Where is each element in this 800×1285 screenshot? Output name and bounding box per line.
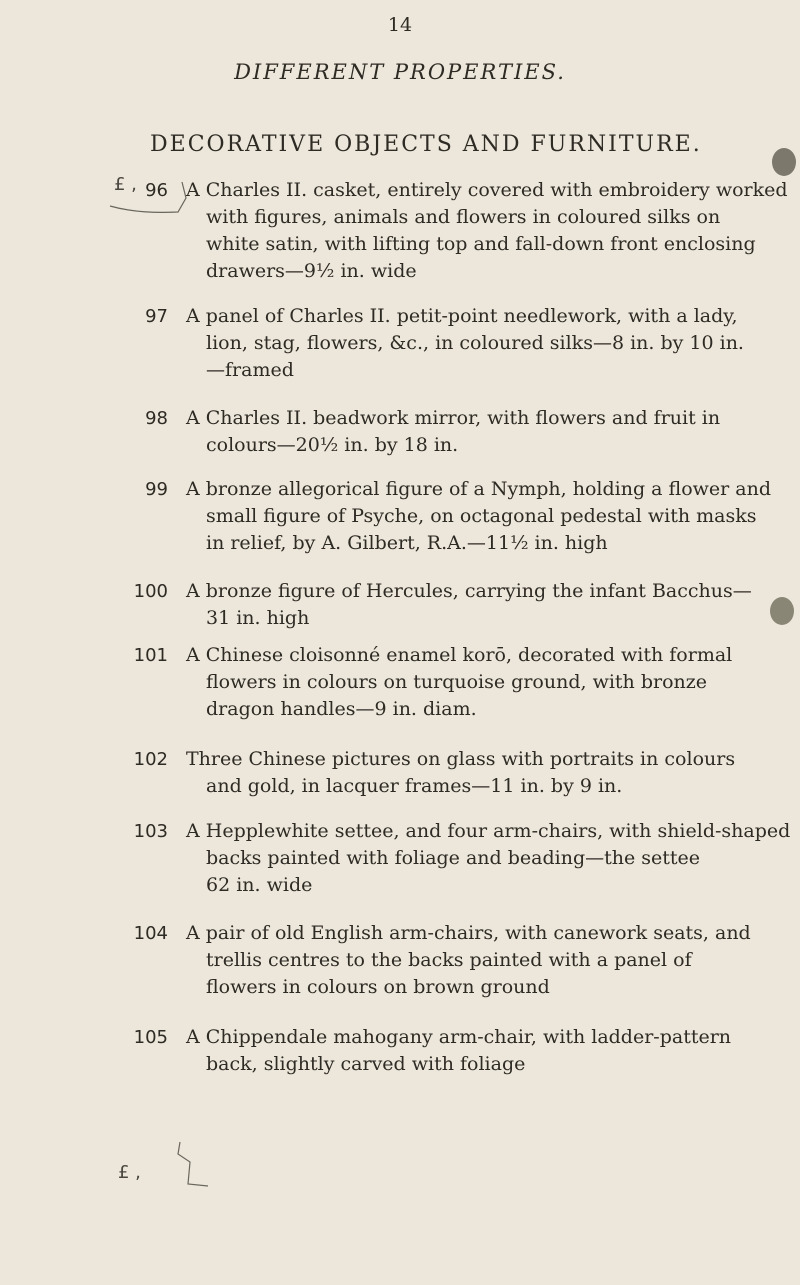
lot-line: lion, stag, flowers, &c., in coloured silks—8 in. by 10 in. [206, 332, 744, 354]
lot-line: A Charles II. beadwork mirror, with flowers and fruit in [186, 407, 721, 429]
lot-line: A pair of old English arm-chairs, with canework seats, and [186, 922, 751, 944]
running-header: DIFFERENT PROPERTIES. [234, 60, 566, 84]
lot-description [186, 476, 771, 557]
lot-description [186, 1024, 756, 1078]
paper-stain [772, 148, 796, 176]
lot-line: in relief, by A. Gilbert, R.A.—11½ in. high [206, 532, 608, 554]
lot-description [186, 405, 756, 459]
lot-description [186, 746, 756, 800]
lot-line: flowers in colours on turquoise ground, with bronze [206, 671, 707, 693]
lot-line: backs painted with foliage and beading—the settee [206, 847, 701, 869]
lot-description [186, 578, 756, 632]
lot-number: 99 [145, 479, 168, 500]
lot-description [186, 177, 788, 285]
lot-line: —framed [206, 359, 294, 381]
lot-line: A panel of Charles II. petit-point needlework, with a lady, [186, 305, 738, 327]
lot-number: 105 [133, 1027, 168, 1048]
lot-number: 102 [133, 749, 168, 770]
pencil-annotation: £ , [114, 174, 137, 195]
lot-line: white satin, with lifting top and fall-down front enclosing [206, 233, 756, 255]
lot-line: small figure of Psyche, on octagonal pedestal with masks [206, 505, 757, 527]
lot-description [186, 303, 756, 384]
lot-line: back, slightly carved with foliage [206, 1053, 526, 1075]
lot-line: drawers—9½ in. wide [206, 260, 417, 282]
lot-number: 103 [133, 821, 168, 842]
pencil-bracket [150, 1140, 210, 1190]
lot-line: trellis centres to the backs painted with a panel of [206, 949, 692, 971]
lot-line: A Chippendale mahogany arm-chair, with ladder-pattern [186, 1026, 732, 1048]
lot-description [186, 642, 756, 723]
lot-line: A bronze figure of Hercules, carrying the infant Bacchus— [186, 580, 752, 602]
lot-number: 104 [133, 923, 168, 944]
lot-line: A Charles II. casket, entirely covered with embroidery worked [186, 179, 788, 201]
lot-description [186, 818, 791, 899]
lot-line: Three Chinese pictures on glass with portraits in colours [186, 748, 736, 770]
lot-line: with figures, animals and flowers in coloured silks on [206, 206, 721, 228]
lot-line: colours—20½ in. by 18 in. [206, 434, 459, 456]
paper-stain [770, 597, 794, 625]
lot-line: dragon handles—9 in. diam. [206, 698, 477, 720]
lot-line: A bronze allegorical figure of a Nymph, holding a flower and [186, 478, 771, 500]
pencil-annotation: £ , [118, 1162, 141, 1183]
lot-description [186, 920, 756, 1001]
lot-number: 98 [145, 408, 168, 429]
lot-number: 96 [145, 180, 168, 201]
lot-line: A Hepplewhite settee, and four arm-chairs, with shield-shaped [186, 820, 791, 842]
lot-number: 100 [133, 581, 168, 602]
lot-number: 101 [133, 645, 168, 666]
lot-line: flowers in colours on brown ground [206, 976, 550, 998]
section-title: DECORATIVE OBJECTS AND FURNITURE. [150, 132, 702, 157]
lot-line: 62 in. wide [206, 874, 313, 896]
lot-number: 97 [145, 306, 168, 327]
lot-line: and gold, in lacquer frames—11 in. by 9 in. [206, 775, 623, 797]
page-number: 14 [387, 14, 413, 36]
lot-line: A Chinese cloisonné enamel korō, decorated with formal [186, 644, 733, 666]
lot-line: 31 in. high [206, 607, 310, 629]
